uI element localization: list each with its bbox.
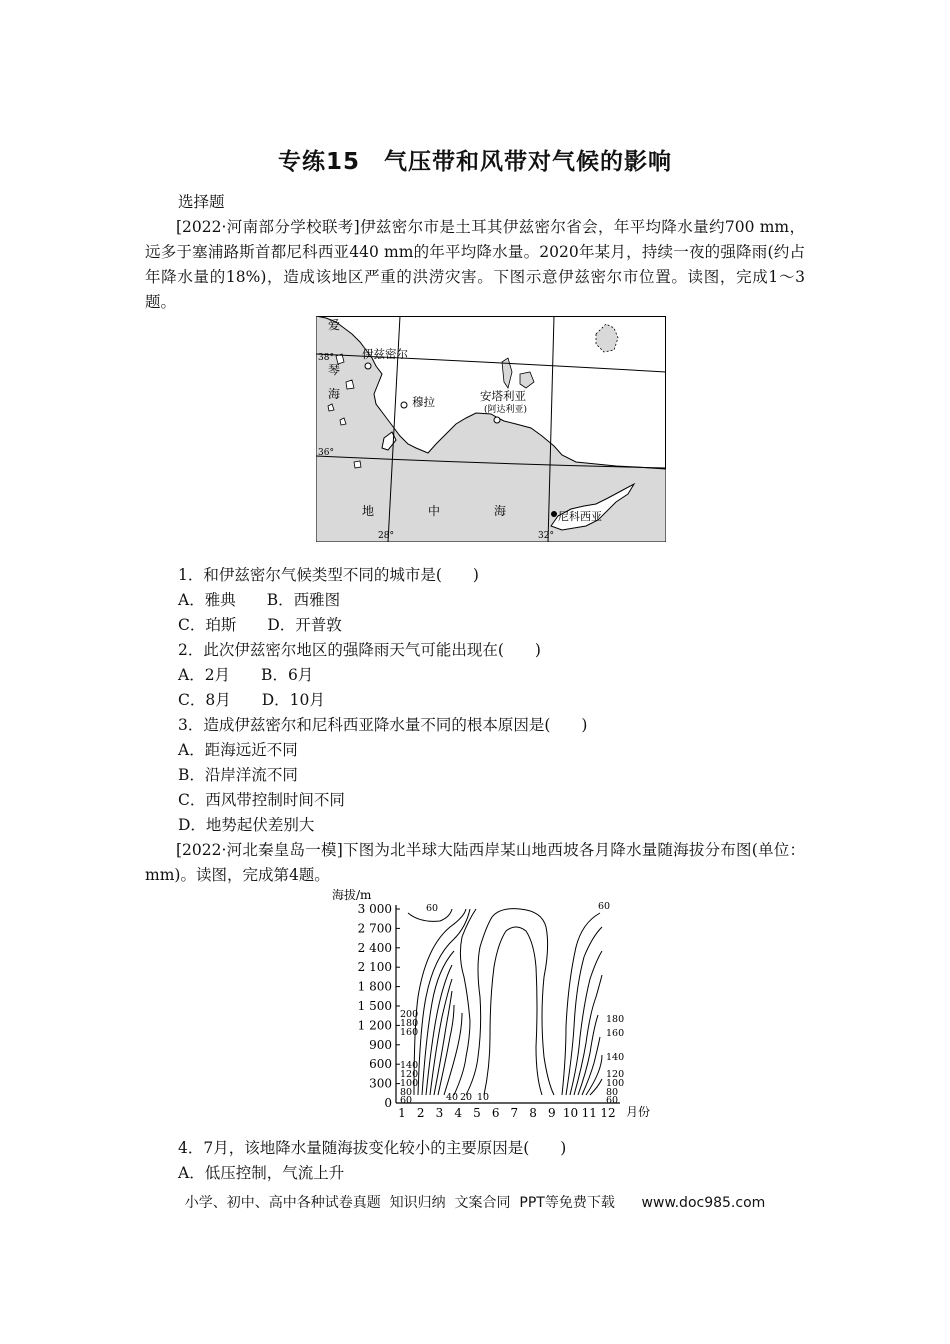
contour-label-right: 80 <box>606 1087 619 1098</box>
page-title: 专练15 气压带和风带对气候的影响 <box>277 149 672 175</box>
y-tick-label: 1 200 <box>357 1018 392 1033</box>
footer-ad: 小学、初中、高中各种试卷真题 知识归纳 文案合同 PPT等免费下载 www.doc985.com <box>184 1195 766 1211</box>
map-label-aegean-1: 爱 <box>328 318 341 332</box>
map-label-nicosia: 尼科西亚 <box>558 510 602 523</box>
map-label-antalya: 安塔利亚 <box>480 389 526 403</box>
contour-label-bottom: 40 <box>446 1092 459 1103</box>
contour-label-left: 140 <box>400 1060 419 1071</box>
question-3-stem: 3．造成伊兹密尔和尼科西亚降水量不同的根本原因是( ) <box>178 716 588 734</box>
precipitation-contour-chart <box>330 887 650 1122</box>
question-2-options-cd: C．8月 D．10月 <box>178 691 325 709</box>
contour-label-left: 60 <box>400 1095 413 1106</box>
chart-ylabel: 海拔/m <box>332 888 372 902</box>
question-1-options-ab: A．雅典 B．西雅图 <box>178 591 341 609</box>
x-tick-label: 3 <box>435 1106 444 1120</box>
x-tick-label: 2 <box>416 1106 425 1120</box>
contour-label-top: 60 <box>598 901 611 912</box>
contour-label-left: 160 <box>400 1027 419 1038</box>
contour-label-top: 60 <box>426 903 439 914</box>
y-tick-label: 2 700 <box>357 921 392 936</box>
question-2-stem: 2．此次伊兹密尔地区的强降雨天气可能出现在( ) <box>178 641 541 659</box>
contour-label-right: 60 <box>606 1095 619 1106</box>
y-tick-label: 2 400 <box>357 940 392 955</box>
x-tick-label: 9 <box>547 1106 556 1120</box>
map-label-med-3: 海 <box>494 504 507 518</box>
question-3-option-d: D．地势起伏差别大 <box>178 816 315 834</box>
map-lon-32: 32° <box>538 531 554 541</box>
contour-label-right: 140 <box>606 1052 625 1063</box>
contour-label-right: 120 <box>606 1069 625 1080</box>
map-label-mugla: 穆拉 <box>412 395 435 409</box>
x-tick-label: 10 <box>562 1106 579 1120</box>
intro-paragraph-1: [2022·河南部分学校联考]伊兹密尔市是土耳其伊兹密尔省会，年平均降水量约700 mm，远多于塞浦路斯首都尼科西亚440 mm的年平均降水量。2020年某月，持续一夜的强降雨(约占年降水量的18%)，造成该地区严重的洪涝灾害。下图示意伊兹密尔市位置。读图，完成1～3题。 <box>145 218 805 311</box>
map-label-med-2: 中 <box>428 504 441 518</box>
map-label-aegean-2: 琴 <box>328 363 341 377</box>
contour-label-left: 180 <box>400 1018 419 1029</box>
y-tick-label: 600 <box>369 1057 392 1072</box>
y-tick-label: 900 <box>369 1037 392 1052</box>
y-tick-label: 1 500 <box>357 999 392 1013</box>
map-label-aegean-3: 海 <box>328 387 341 401</box>
question-4-stem: 4．7月，该地降水量随海拔变化较小的主要原因是( ) <box>178 1139 567 1157</box>
x-tick-label: 12 <box>600 1106 616 1120</box>
question-3-option-a: A．距海远近不同 <box>178 741 298 759</box>
question-1-stem: 1．和伊兹密尔气候类型不同的城市是( ) <box>178 566 479 584</box>
map-label-antalya-alt: (阿达利亚) <box>484 405 528 415</box>
x-tick-label: 7 <box>510 1106 519 1120</box>
contour-label-left: 100 <box>400 1078 419 1089</box>
x-tick-label: 4 <box>454 1106 463 1120</box>
contour-label-right: 180 <box>606 1014 625 1025</box>
x-tick-label: 6 <box>491 1106 500 1120</box>
contour-label-bottom: 20 <box>460 1092 473 1103</box>
question-4-option-a: A．低压控制，气流上升 <box>178 1164 345 1182</box>
contour-label-right: 100 <box>606 1078 625 1089</box>
y-tick-label: 3 000 <box>357 902 392 916</box>
contour-label-bottom: 10 <box>477 1092 490 1103</box>
question-3-option-b: B．沿岸洋流不同 <box>178 766 298 784</box>
x-tick-label: 5 <box>473 1106 481 1120</box>
map-lat-38: 38° <box>318 353 334 363</box>
map-lon-28: 28° <box>378 531 394 541</box>
contour-label-left: 200 <box>400 1009 419 1020</box>
map-label-izmir: 伊兹密尔 <box>362 347 408 361</box>
y-tick-label: 2 100 <box>357 960 392 975</box>
y-tick-label: 300 <box>369 1076 392 1091</box>
section-heading: 选择题 <box>178 193 225 211</box>
chart-xlabel: 月份 <box>626 1105 650 1119</box>
x-tick-label: 11 <box>581 1106 597 1120</box>
question-2-options-ab: A．2月 B．6月 <box>178 666 314 684</box>
y-tick-label: 1 800 <box>357 979 392 994</box>
y-tick-label: 0 <box>384 1096 392 1110</box>
map-lat-36: 36° <box>318 448 334 458</box>
intro-paragraph-2: [2022·河北秦皇岛一模]下图为北半球大陆西岸某山地西坡各月降水量随海拔分布图(单位：mm)。读图，完成第4题。 <box>145 841 805 884</box>
contour-label-left: 120 <box>400 1069 419 1080</box>
location-map <box>316 316 666 542</box>
x-tick-label: 8 <box>529 1106 537 1120</box>
x-tick-label: 1 <box>398 1106 406 1120</box>
question-3-option-c: C．西风带控制时间不同 <box>178 791 345 809</box>
contour-label-right: 160 <box>606 1028 625 1039</box>
contour-label-left: 80 <box>400 1087 413 1098</box>
map-label-med-1: 地 <box>362 504 375 518</box>
question-1-options-cd: C．珀斯 D．开普敦 <box>178 616 342 634</box>
